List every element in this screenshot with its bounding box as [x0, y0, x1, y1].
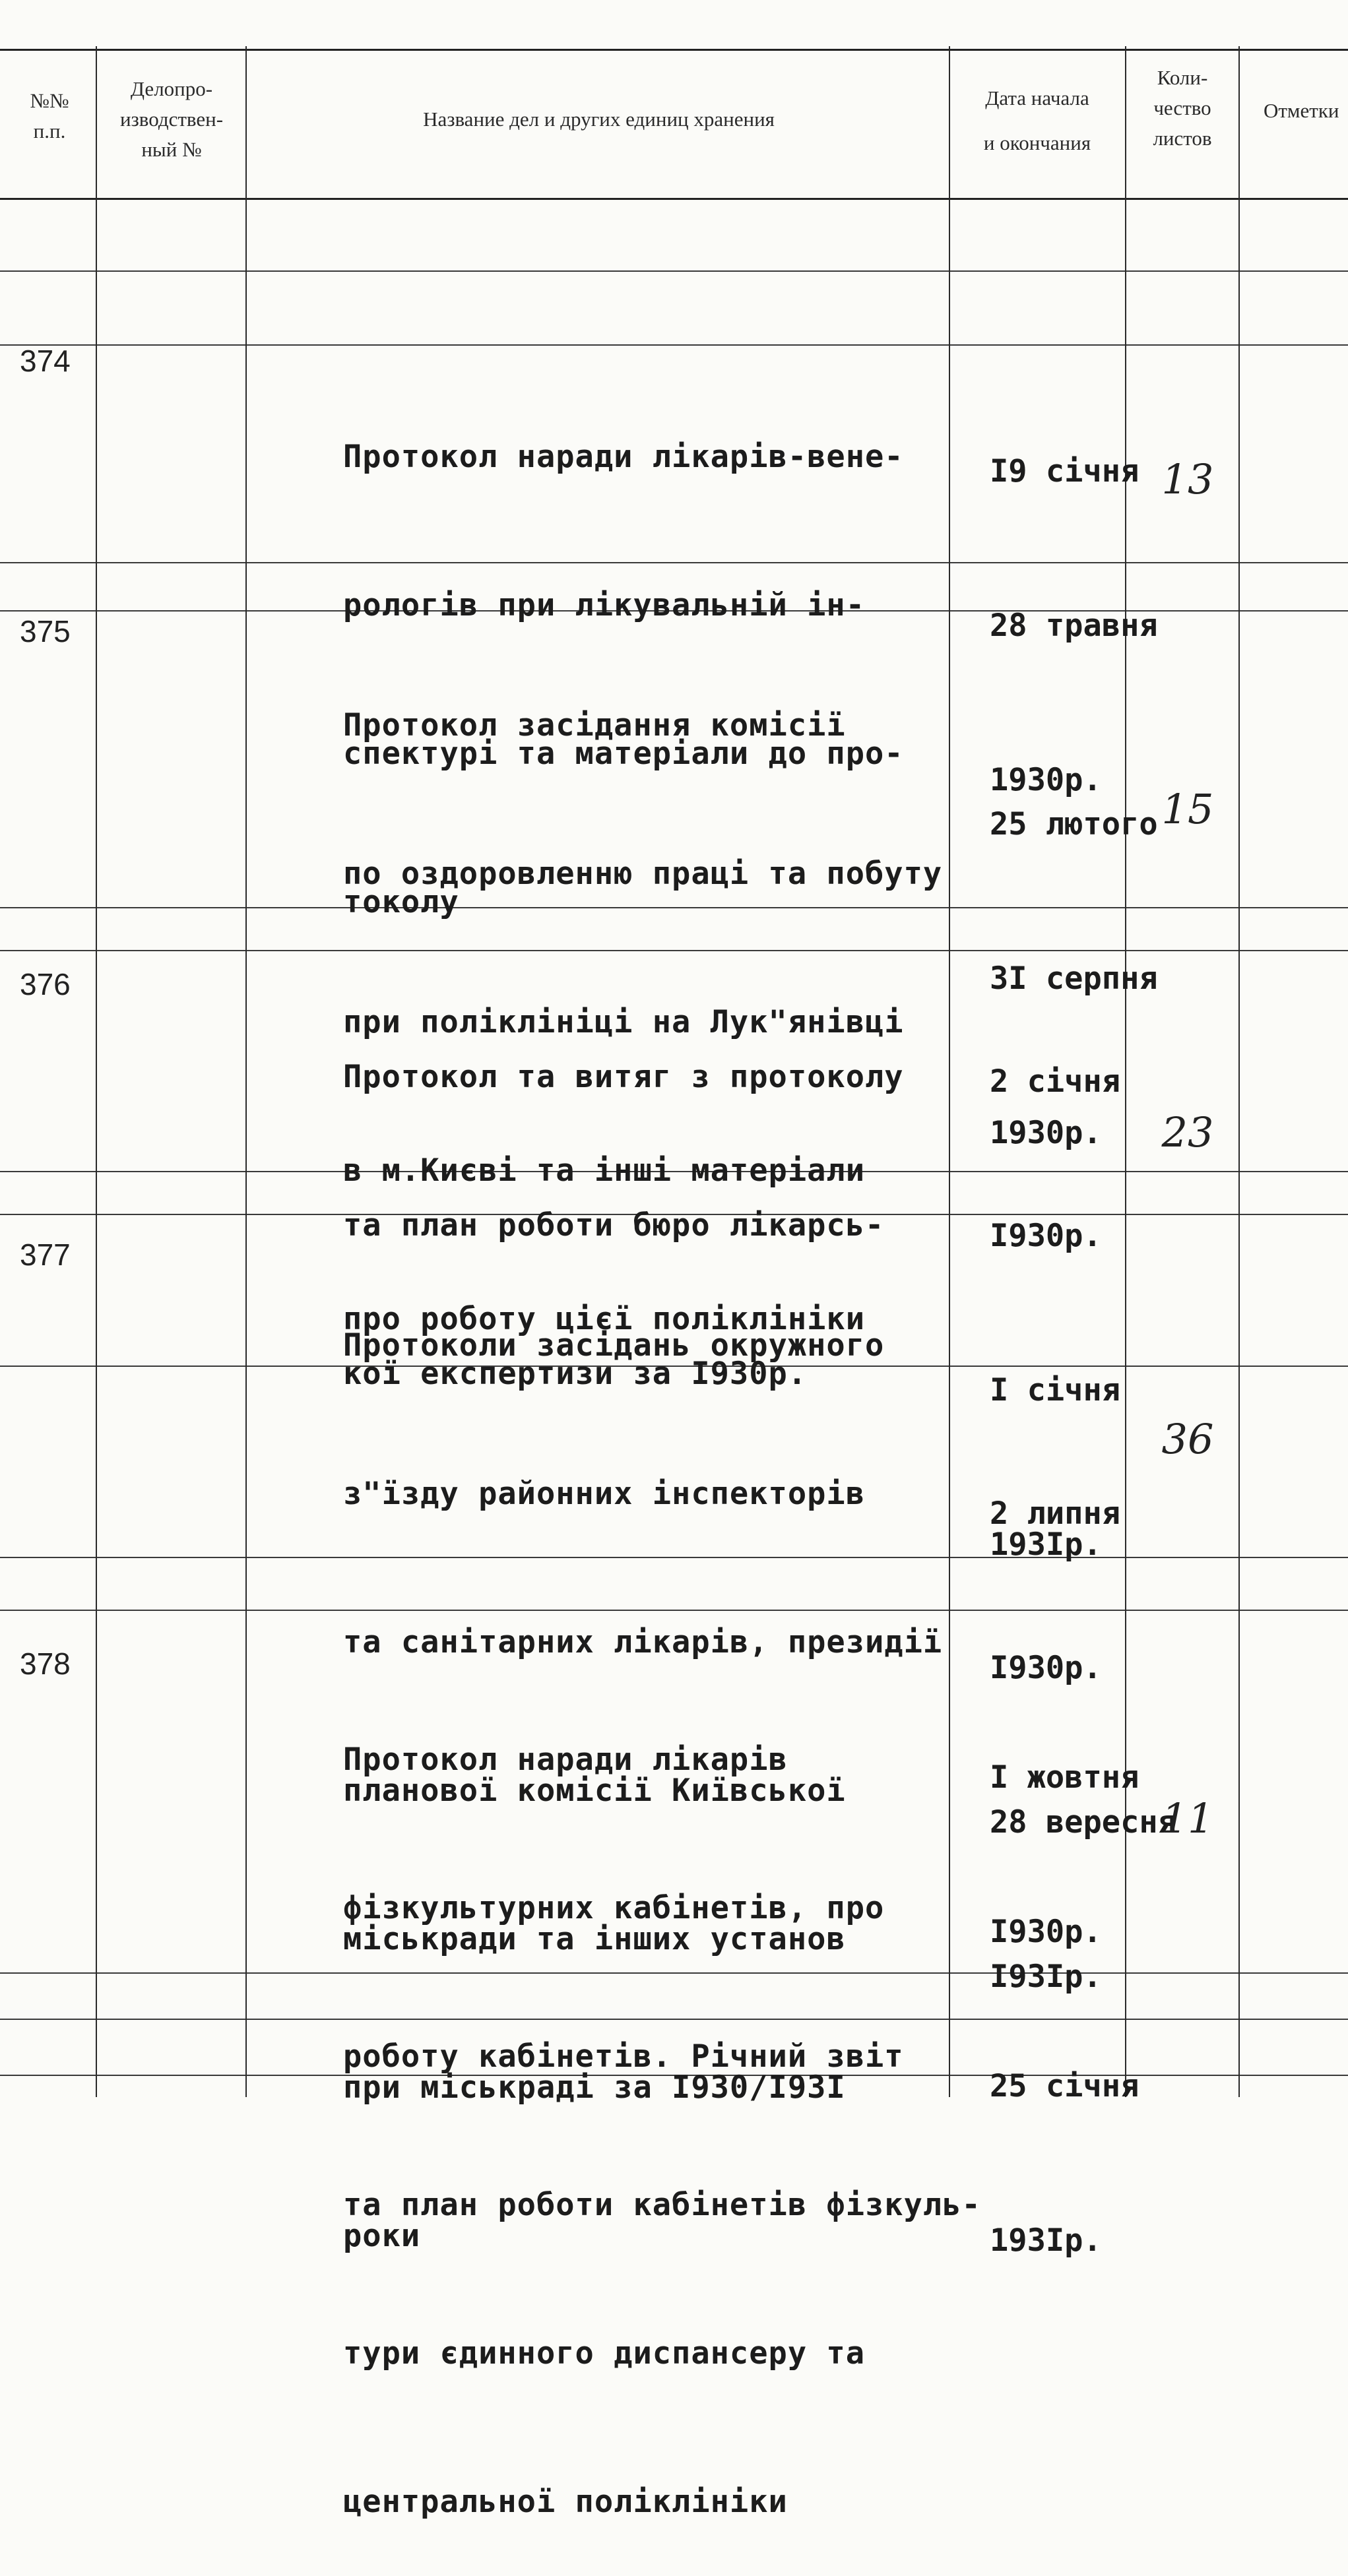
record-title-line: рологів при лікувальній ін- — [343, 587, 866, 623]
record-date-line: 1930р. — [990, 1115, 1102, 1151]
record-date-line: 2 липня — [990, 1495, 1121, 1532]
record-title-line: роки — [343, 2218, 421, 2254]
header-title-text: Название дел и других единиц хранения — [423, 108, 775, 131]
record-date-line: 25 лютого — [990, 806, 1158, 842]
header-dates — [951, 76, 1123, 166]
record-number: 375 — [20, 614, 71, 648]
record-date-line: I жовтня — [990, 1759, 1139, 1796]
header-num-line: №№ — [30, 89, 69, 112]
column-divider — [1238, 46, 1240, 2097]
record-date-line: I9 січня — [990, 453, 1139, 489]
header-num — [7, 86, 92, 146]
header-dates-line: Дата начала — [985, 86, 1089, 110]
record-sheet-count: 36 — [1161, 1415, 1214, 1463]
header-sheets-line: чество — [1153, 96, 1211, 119]
header-dates-line: и окончания — [983, 131, 1091, 154]
record-title-line: Протоколи засідань окружного — [343, 1327, 885, 1364]
record-date-line: 25 січня — [990, 2068, 1139, 2104]
header-num-line: п.п. — [33, 119, 66, 142]
record-title-line: Протокол засідання комісії — [343, 707, 846, 743]
record-date-line: 1930р. — [990, 762, 1102, 798]
record-date-line: 193Iр. — [990, 1526, 1102, 1563]
record-title-line: в м.Києві та інші матеріали — [343, 1152, 866, 1189]
record-title-line: міськради та інших установ — [343, 1921, 846, 1957]
record-number: 376 — [20, 967, 71, 1001]
record-title-line: про роботу цієї поліклініки — [343, 1301, 866, 1337]
record-date-line: I930р. — [990, 1914, 1102, 1950]
header-office-line: изводствен- — [119, 108, 224, 131]
record-date-line: I січня — [990, 1372, 1121, 1408]
record-dates — [990, 1649, 1188, 2318]
record-title-line: спектурі та матеріали до про- — [343, 736, 904, 772]
header-bottom-rule — [0, 198, 1348, 200]
header-title — [251, 104, 947, 135]
top-rule — [0, 49, 1348, 51]
record-number: 377 — [20, 1238, 71, 1272]
record-title-line: фізкультурних кабінетів, про — [343, 1890, 885, 1926]
record-title-line: Протокол наради лікарів-вене- — [343, 439, 904, 475]
record-title-line: токолу — [343, 884, 459, 920]
record-title — [343, 1636, 981, 2576]
header-office-number — [99, 74, 244, 165]
ruled-line — [0, 270, 1348, 272]
record-title-line: тури єдинного диспансеру та — [343, 2335, 866, 2372]
record-sheet-count: 11 — [1161, 1794, 1214, 1842]
record-title-line: Протокол наради лікарів — [343, 1742, 788, 1778]
header-office-line: Делопро- — [130, 77, 213, 100]
record-title-line: Протокол та витяг з протоколу — [343, 1059, 904, 1095]
header-office-line: ный № — [141, 138, 202, 161]
record-sheet-count: 13 — [1161, 455, 1214, 503]
record-date-line: I93Iр. — [990, 1959, 1102, 1995]
column-divider — [245, 46, 247, 2097]
record-title-line: та план роботи кабінетів фізкуль- — [343, 2187, 981, 2223]
record-title-line: та санітарних лікарів, президії — [343, 1624, 943, 1660]
record-number: 378 — [20, 1647, 71, 1681]
header-sheets — [1127, 63, 1238, 154]
record-title-line: з"їзду районних інспекторів — [343, 1476, 866, 1512]
column-divider — [96, 46, 97, 2097]
record-date-line: 2 січня — [990, 1063, 1121, 1100]
record-title-line: роботу кабінетів. Річний звіт — [343, 2038, 904, 2075]
record-title-line: кої експертизи за I930р. — [343, 1356, 808, 1392]
record-date-line: I930р. — [990, 1218, 1102, 1254]
record-date-line: I930р. — [990, 1650, 1102, 1686]
record-title-line: при міськраді за I930/I93I — [343, 2069, 846, 2106]
record-date-line: 193Iр. — [990, 2222, 1102, 2259]
record-sheet-count: 15 — [1161, 785, 1214, 833]
record-title-line: та план роботи бюро лікарсь- — [343, 1207, 885, 1243]
record-date-line: 28 травня — [990, 608, 1158, 644]
record-title-line: планової комісії Київської — [343, 1773, 846, 1809]
record-date-line: 3I серпня — [990, 960, 1158, 997]
record-title-line: центральної поліклініки — [343, 2484, 788, 2520]
record-date-line: 28 вересня — [990, 1804, 1176, 1840]
header-notes-text: Отметки — [1264, 99, 1339, 122]
record-title-line: по оздоровленню праці та побуту — [343, 856, 943, 892]
header-notes — [1240, 96, 1348, 126]
header-sheets-line: листов — [1153, 127, 1212, 150]
header-sheets-line: Коли- — [1157, 66, 1208, 89]
record-sheet-count: 23 — [1161, 1108, 1214, 1156]
record-title-line: при поліклініці на Лук"янівці — [343, 1004, 904, 1040]
record-number: 374 — [20, 344, 71, 378]
